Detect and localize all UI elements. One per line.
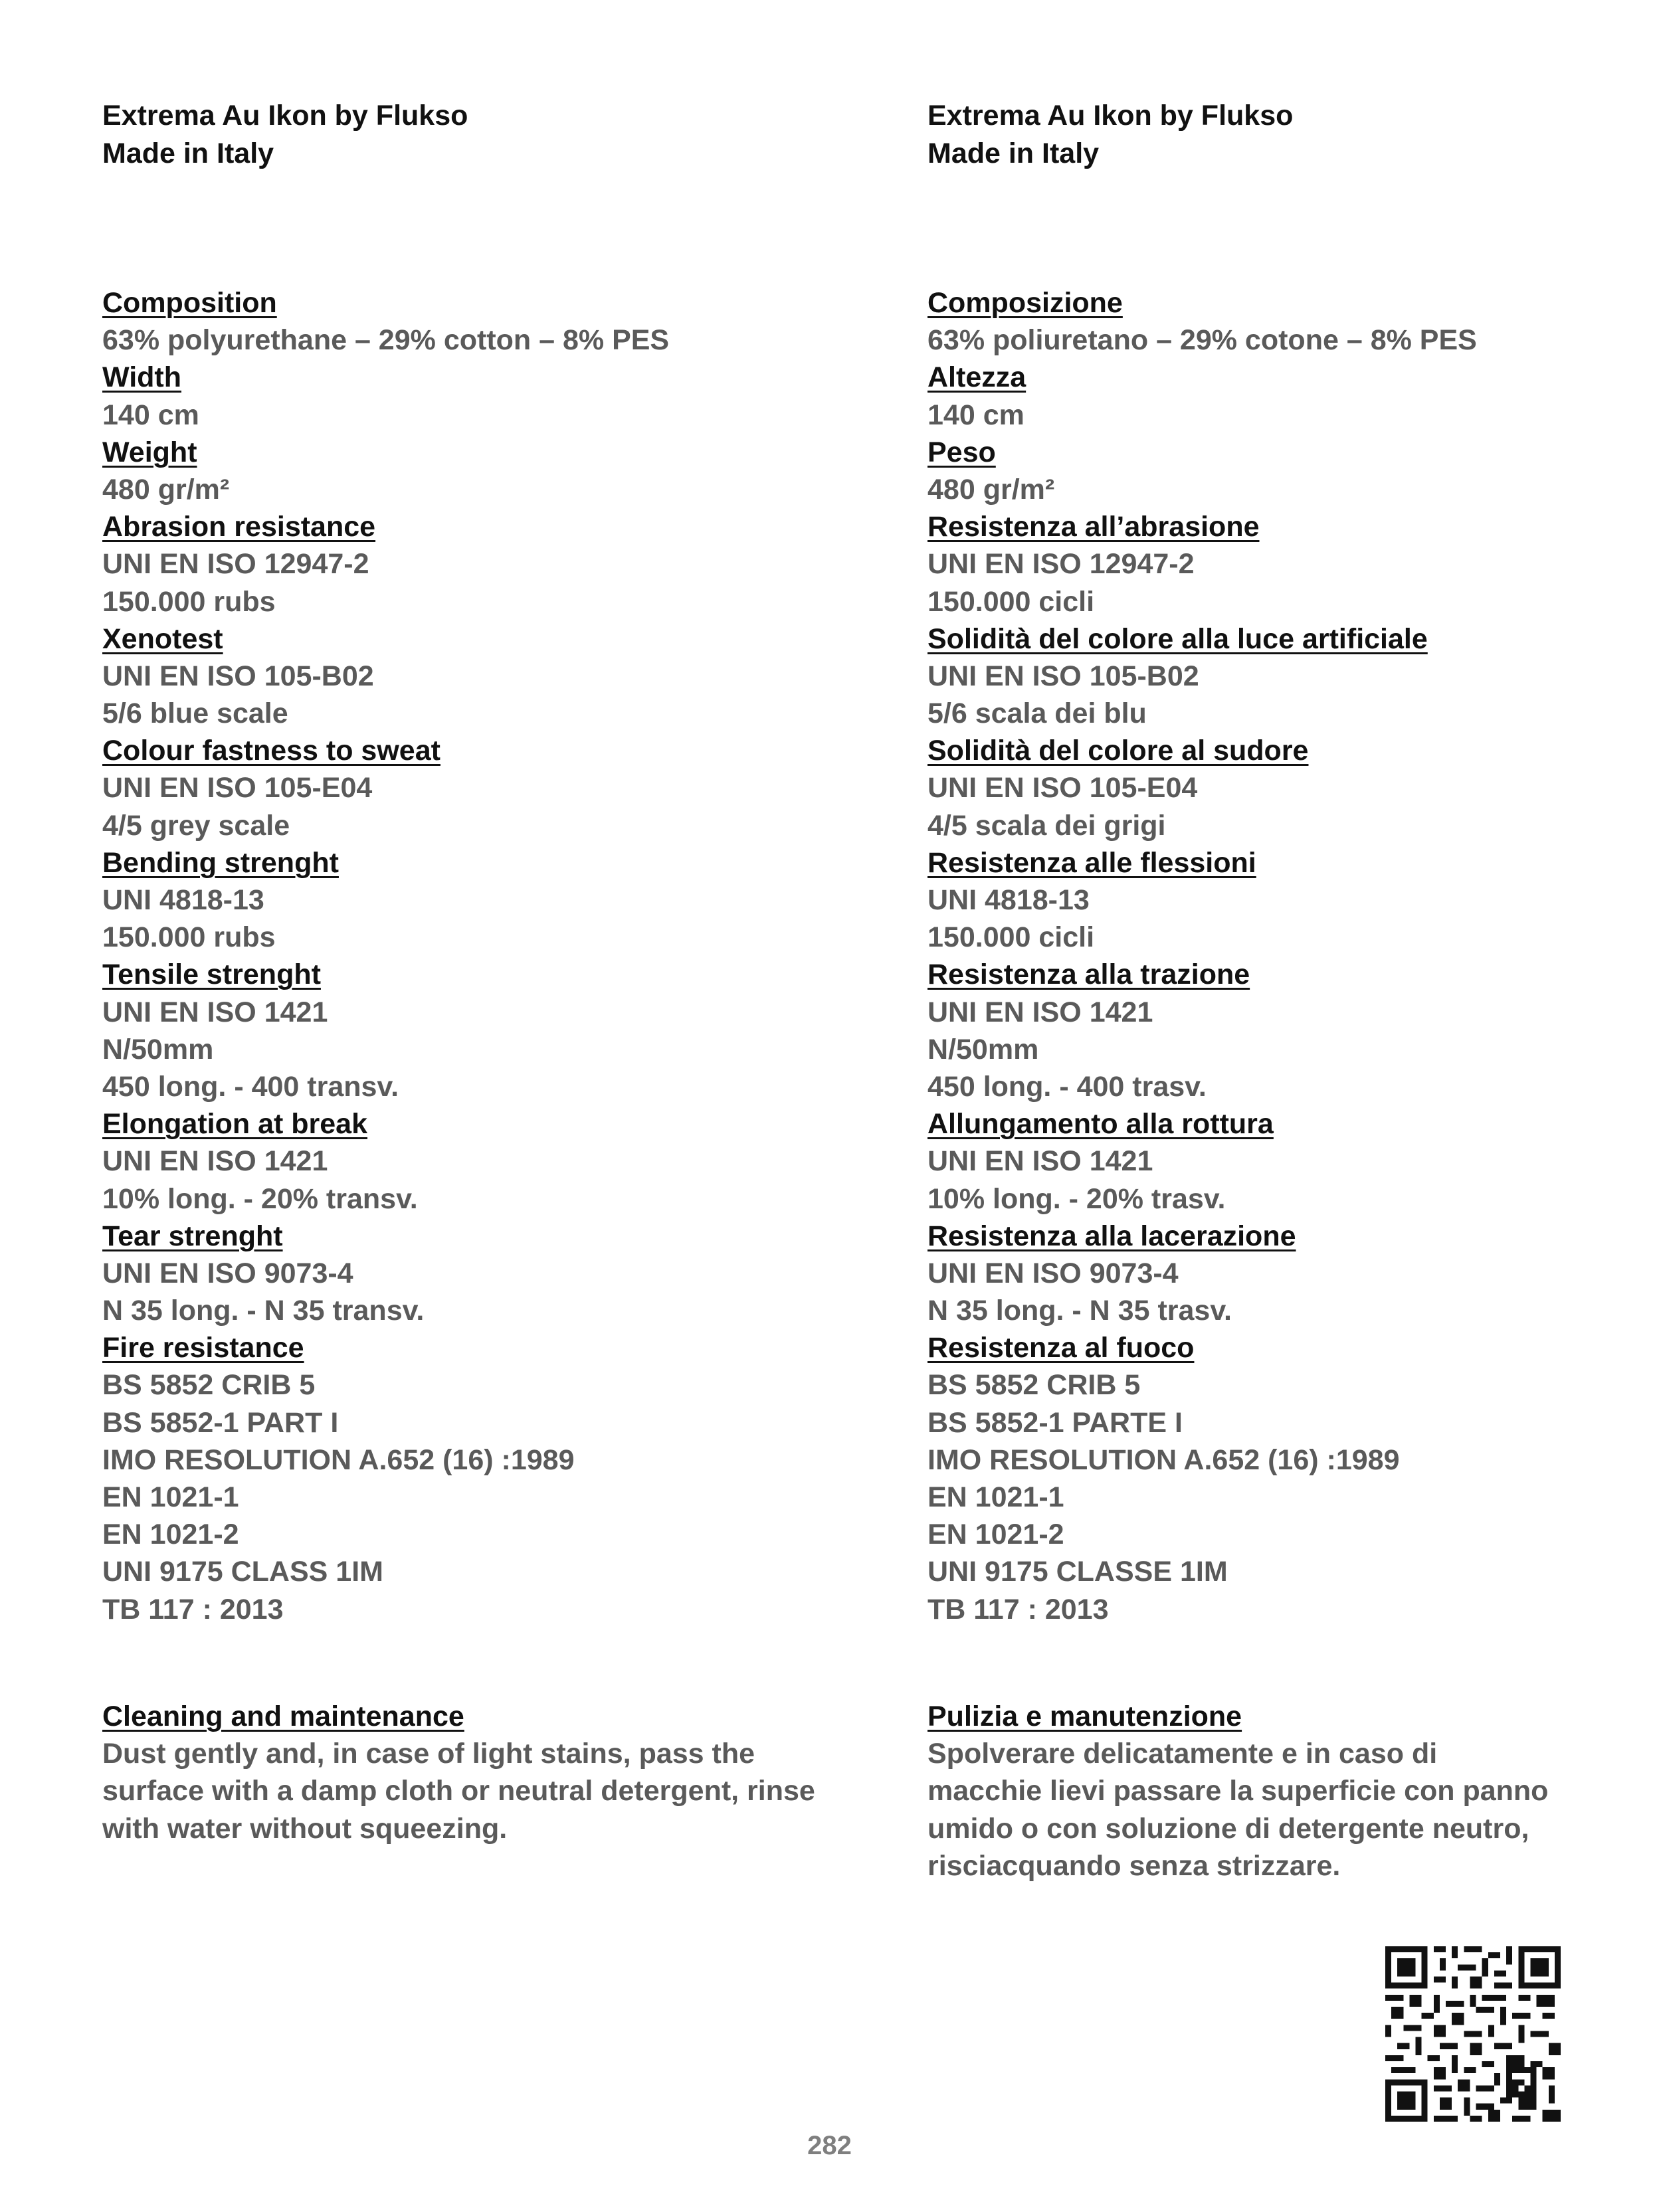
spec-value: BS 5852-1 PARTE I bbox=[927, 1406, 1183, 1439]
spec-value: UNI EN ISO 1421 bbox=[927, 996, 1153, 1028]
spec-value: 4/5 scala dei grigi bbox=[927, 809, 1166, 842]
spec-label-row bbox=[927, 508, 1659, 545]
spec-value: 140 cm bbox=[102, 399, 199, 431]
spec-label-row bbox=[927, 359, 1659, 396]
spec-value: EN 1021-2 bbox=[102, 1519, 239, 1551]
spec-label: Tensile strenght bbox=[102, 959, 321, 991]
spec-value: UNI EN ISO 105-B02 bbox=[102, 660, 374, 692]
spec-value: 150.000 cicli bbox=[927, 921, 1095, 954]
spec-value: UNI EN ISO 12947-2 bbox=[102, 548, 369, 581]
spec-value: UNI EN ISO 12947-2 bbox=[927, 548, 1195, 581]
spec-label-row bbox=[927, 956, 1659, 993]
cleaning-heading: Pulizia e manutenzione bbox=[927, 1701, 1242, 1732]
cleaning-line: macchie lievi passare la superficie con panno bbox=[927, 1775, 1549, 1807]
spec-label: Solidità del colore alla luce artificiale bbox=[927, 622, 1428, 655]
page-number: 282 bbox=[807, 2131, 852, 2160]
product-header bbox=[927, 97, 1293, 173]
spec-value: UNI EN ISO 1421 bbox=[102, 1145, 328, 1178]
spec-value: 63% polyurethane – 29% cotton – 8% PES bbox=[102, 324, 670, 357]
spec-label: Altezza bbox=[927, 361, 1026, 394]
spec-label: Xenotest bbox=[102, 622, 223, 655]
spec-value: 140 cm bbox=[927, 399, 1025, 431]
spec-label-row bbox=[102, 359, 846, 396]
spec-label: Resistenza alle flessioni bbox=[927, 846, 1256, 879]
spec-label: Weight bbox=[102, 436, 197, 468]
origin-line: Made in Italy bbox=[927, 138, 1100, 169]
spec-value: TB 117 : 2013 bbox=[102, 1593, 284, 1625]
cleaning-heading: Cleaning and maintenance bbox=[102, 1701, 464, 1732]
spec-label: Allungamento alla rottura bbox=[927, 1108, 1274, 1141]
cleaning-section bbox=[102, 1698, 846, 1847]
spec-value: 150.000 cicli bbox=[927, 585, 1095, 618]
spec-value: 5/6 scala dei blu bbox=[927, 697, 1147, 730]
spec-value: UNI 9175 CLASS 1IM bbox=[102, 1556, 383, 1588]
spec-value: 5/6 blue scale bbox=[102, 697, 288, 730]
cleaning-line: with water without squeezing. bbox=[102, 1812, 508, 1845]
cleaning-line: Dust gently and, in case of light stains, pass the bbox=[102, 1738, 755, 1770]
spec-label-row bbox=[927, 434, 1659, 471]
spec-label-row bbox=[927, 1218, 1659, 1255]
spec-label-row bbox=[927, 1329, 1659, 1366]
spec-label: Composition bbox=[102, 287, 277, 319]
spec-value: 480 gr/m² bbox=[927, 473, 1055, 506]
spec-value: UNI 4818-13 bbox=[927, 884, 1090, 916]
spec-value: 450 long. - 400 trasv. bbox=[927, 1070, 1207, 1103]
spec-value: UNI EN ISO 105-B02 bbox=[927, 660, 1199, 692]
spec-value: 10% long. - 20% transv. bbox=[102, 1182, 418, 1215]
spec-label-row bbox=[102, 620, 846, 658]
product-title: Extrema Au Ikon by Flukso bbox=[927, 100, 1294, 132]
spec-value: 150.000 rubs bbox=[102, 921, 276, 954]
spec-label-row bbox=[102, 508, 846, 545]
spec-label-row bbox=[102, 844, 846, 881]
spec-label: Solidità del colore al sudore bbox=[927, 735, 1309, 767]
spec-value: UNI EN ISO 9073-4 bbox=[102, 1257, 353, 1289]
spec-value: UNI EN ISO 1421 bbox=[102, 996, 328, 1028]
spec-value: UNI 9175 CLASSE 1IM bbox=[927, 1556, 1228, 1588]
spec-label-row bbox=[927, 284, 1659, 322]
spec-label-row bbox=[102, 434, 846, 471]
cleaning-line: umido o con soluzione di detergente neutro, bbox=[927, 1812, 1529, 1845]
qr-code-icon[interactable] bbox=[1385, 1946, 1561, 2122]
cleaning-section bbox=[927, 1698, 1659, 1885]
spec-value: EN 1021-2 bbox=[927, 1519, 1064, 1551]
spec-label-row bbox=[102, 1218, 846, 1255]
cleaning-text bbox=[102, 1735, 846, 1847]
product-header bbox=[102, 97, 468, 173]
spec-label: Resistenza alla trazione bbox=[927, 959, 1250, 991]
spec-label-row bbox=[102, 1105, 846, 1143]
spec-label: Resistenza alla lacerazione bbox=[927, 1220, 1296, 1252]
spec-label-row bbox=[102, 1329, 846, 1366]
spec-label-row bbox=[927, 844, 1659, 881]
spec-label: Fire resistance bbox=[102, 1332, 304, 1364]
spec-value: UNI EN ISO 1421 bbox=[927, 1145, 1153, 1178]
cleaning-text bbox=[927, 1735, 1659, 1885]
spec-value: IMO RESOLUTION A.652 (16) :1989 bbox=[927, 1443, 1400, 1476]
spec-label-row bbox=[927, 732, 1659, 769]
spec-label: Width bbox=[102, 361, 182, 394]
spec-value: N 35 long. - N 35 transv. bbox=[102, 1295, 425, 1327]
spec-label-row bbox=[102, 284, 846, 322]
spec-list bbox=[102, 284, 846, 1628]
cleaning-line: surface with a damp cloth or neutral detergent, rinse bbox=[102, 1775, 815, 1807]
spec-value: BS 5852 CRIB 5 bbox=[927, 1369, 1141, 1402]
spec-label: Resistenza al fuoco bbox=[927, 1332, 1195, 1364]
spec-value: UNI EN ISO 9073-4 bbox=[927, 1257, 1179, 1289]
spec-value: IMO RESOLUTION A.652 (16) :1989 bbox=[102, 1443, 575, 1476]
spec-value: 4/5 grey scale bbox=[102, 809, 290, 842]
spec-label: Colour fastness to sweat bbox=[102, 735, 440, 767]
spec-value: UNI EN ISO 105-E04 bbox=[927, 772, 1198, 804]
spec-value: EN 1021-1 bbox=[927, 1481, 1064, 1513]
spec-value: N/50mm bbox=[102, 1033, 214, 1065]
spec-value: 450 long. - 400 transv. bbox=[102, 1070, 399, 1103]
spec-label-row bbox=[927, 1105, 1659, 1143]
spec-label: Resistenza all’abrasione bbox=[927, 511, 1260, 543]
spec-value: EN 1021-1 bbox=[102, 1481, 239, 1513]
spec-label: Elongation at break bbox=[102, 1108, 368, 1141]
spec-value: N 35 long. - N 35 trasv. bbox=[927, 1295, 1232, 1327]
spec-value: BS 5852 CRIB 5 bbox=[102, 1369, 316, 1402]
spec-label-row bbox=[102, 732, 846, 769]
spec-label-row bbox=[102, 956, 846, 993]
cleaning-line: risciacquando senza strizzare. bbox=[927, 1849, 1341, 1882]
spec-label: Peso bbox=[927, 436, 996, 468]
cleaning-line: Spolverare delicatamente e in caso di bbox=[927, 1738, 1438, 1770]
spec-value: 10% long. - 20% trasv. bbox=[927, 1182, 1226, 1215]
spec-value: BS 5852-1 PART I bbox=[102, 1406, 339, 1439]
spec-value: TB 117 : 2013 bbox=[927, 1593, 1109, 1625]
product-title: Extrema Au Ikon by Flukso bbox=[102, 100, 468, 132]
spec-value: 480 gr/m² bbox=[102, 473, 230, 506]
origin-line: Made in Italy bbox=[102, 138, 274, 169]
spec-value: 63% poliuretano – 29% cotone – 8% PES bbox=[927, 324, 1477, 357]
spec-label: Bending strenght bbox=[102, 846, 339, 879]
spec-label: Composizione bbox=[927, 287, 1123, 319]
spec-value: UNI EN ISO 105-E04 bbox=[102, 772, 373, 804]
spec-value: 150.000 rubs bbox=[102, 585, 276, 618]
spec-label: Abrasion resistance bbox=[102, 511, 376, 543]
spec-value: UNI 4818-13 bbox=[102, 884, 264, 916]
spec-label-row bbox=[927, 620, 1659, 658]
spec-list bbox=[927, 284, 1659, 1628]
spec-value: N/50mm bbox=[927, 1033, 1039, 1065]
spec-label: Tear strenght bbox=[102, 1220, 283, 1252]
